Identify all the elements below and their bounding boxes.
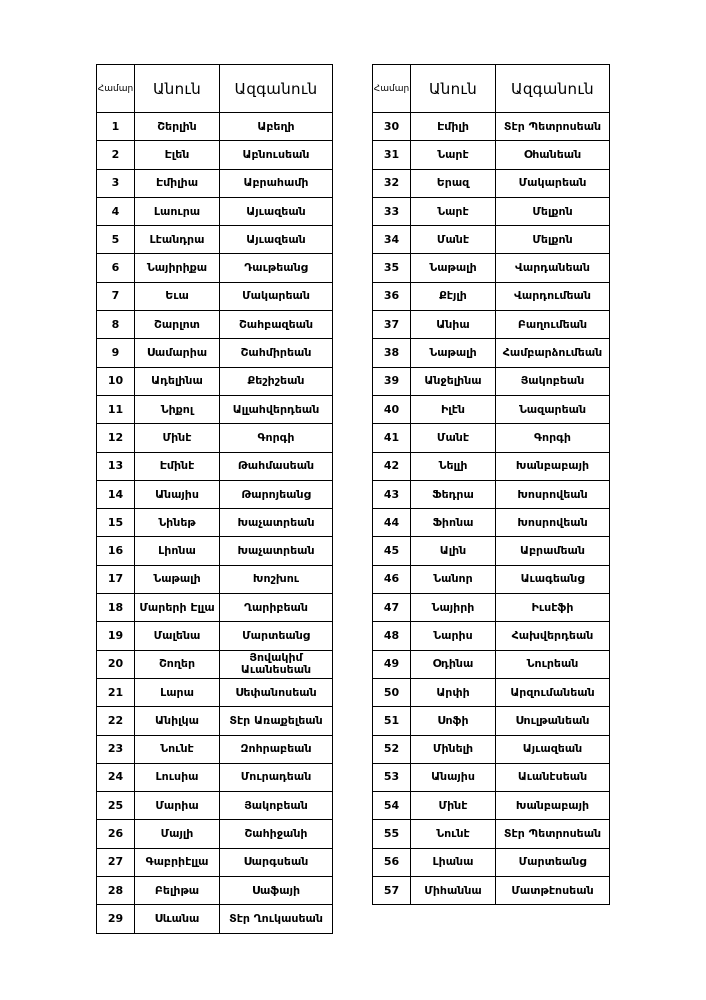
first-name-cell: Լիոնա <box>135 537 220 565</box>
roster-table-right <box>372 64 610 905</box>
first-name-cell: Անիա <box>411 311 496 339</box>
surname-cell: Մակարեան <box>496 169 610 197</box>
first-name-cell: Սոֆի <box>411 707 496 735</box>
row-number: 15 <box>97 509 135 537</box>
row-number: 44 <box>373 509 411 537</box>
table-row <box>373 509 610 537</box>
row-number: 21 <box>97 678 135 706</box>
table-row <box>373 594 610 622</box>
table-row <box>373 169 610 197</box>
row-number: 4 <box>97 197 135 225</box>
table-row <box>373 877 610 905</box>
table-row <box>97 509 333 537</box>
table-row <box>97 339 333 367</box>
surname-cell: Սուլթանեան <box>496 707 610 735</box>
first-name-cell: Անայիս <box>411 763 496 791</box>
table-row <box>97 848 333 876</box>
first-name-cell: Նիքոլ <box>135 395 220 423</box>
table-row <box>97 594 333 622</box>
surname-cell: Այւազեան <box>220 197 333 225</box>
surname-cell: Խաչատրեան <box>220 509 333 537</box>
first-name-cell: Նունէ <box>135 735 220 763</box>
table-row <box>373 141 610 169</box>
row-number: 5 <box>97 226 135 254</box>
row-number: 26 <box>97 820 135 848</box>
surname-cell: Աբրահամի <box>220 169 333 197</box>
row-number: 46 <box>373 565 411 593</box>
surname-cell: Մելքոն <box>496 197 610 225</box>
table-row <box>373 311 610 339</box>
row-number: 51 <box>373 707 411 735</box>
row-number: 52 <box>373 735 411 763</box>
first-name-cell: Նայիրիքա <box>135 254 220 282</box>
row-number: 34 <box>373 226 411 254</box>
surname-cell: Նուրեան <box>496 650 610 678</box>
surname-cell: Աբեղի <box>220 113 333 141</box>
surname-cell: Ալլահվերդեան <box>220 395 333 423</box>
surname-cell: Մուրադեան <box>220 763 333 791</box>
row-number: 19 <box>97 622 135 650</box>
table-row <box>97 792 333 820</box>
first-name-cell: Երազ <box>411 169 496 197</box>
table-row <box>97 141 333 169</box>
row-number: 32 <box>373 169 411 197</box>
name-header: Անուն <box>411 65 496 113</box>
first-name-cell: Սամարիա <box>135 339 220 367</box>
table-row <box>373 678 610 706</box>
surname-cell: Թարոյեանց <box>220 480 333 508</box>
table-row <box>373 622 610 650</box>
table-row <box>97 763 333 791</box>
row-number: 10 <box>97 367 135 395</box>
surname-cell: Մարտեանց <box>220 622 333 650</box>
table-row <box>97 565 333 593</box>
row-number: 31 <box>373 141 411 169</box>
first-name-cell: Էմինէ <box>135 452 220 480</box>
row-number: 11 <box>97 395 135 423</box>
row-number: 20 <box>97 650 135 678</box>
surname-cell: Այւազեան <box>220 226 333 254</box>
surname-cell: Խոշխու <box>220 565 333 593</box>
row-number: 28 <box>97 877 135 905</box>
surname-cell: Ղարիբեան <box>220 594 333 622</box>
header-row <box>373 65 610 113</box>
table-row <box>373 763 610 791</box>
first-name-cell: Ֆիոնա <box>411 509 496 537</box>
table-row <box>373 113 610 141</box>
table-row <box>373 282 610 310</box>
table-row <box>373 820 610 848</box>
surname-cell: Սաֆայի <box>220 877 333 905</box>
first-name-cell: Լուսիա <box>135 763 220 791</box>
first-name-cell: Մինէ <box>411 792 496 820</box>
roster-table-left <box>96 64 333 934</box>
first-name-cell: Անիլկա <box>135 707 220 735</box>
surname-cell: Տէր Ղուկասեան <box>220 905 333 933</box>
table-row <box>373 735 610 763</box>
surname-cell: Յակոբեան <box>496 367 610 395</box>
first-name-cell: Նունէ <box>411 820 496 848</box>
surname-cell: Խոսրովեան <box>496 509 610 537</box>
table-row <box>97 735 333 763</box>
row-number: 14 <box>97 480 135 508</box>
surname-cell: Աւագեանց <box>496 565 610 593</box>
row-number: 56 <box>373 848 411 876</box>
first-name-cell: Լաուրա <box>135 197 220 225</box>
row-number: 40 <box>373 395 411 423</box>
first-name-cell: Նանոր <box>411 565 496 593</box>
row-number: 12 <box>97 424 135 452</box>
surname-cell: Շահիջանի <box>220 820 333 848</box>
table-row <box>97 254 333 282</box>
surname-cell: Սեփանոսեան <box>220 678 333 706</box>
row-number: 57 <box>373 877 411 905</box>
first-name-cell: Եւա <box>135 282 220 310</box>
row-number: 50 <box>373 678 411 706</box>
table-row <box>373 395 610 423</box>
surname-cell: Իւսէֆի <box>496 594 610 622</box>
first-name-cell: Լիանա <box>411 848 496 876</box>
table-row <box>97 226 333 254</box>
row-number: 45 <box>373 537 411 565</box>
first-name-cell: Նաթալի <box>135 565 220 593</box>
row-number: 33 <box>373 197 411 225</box>
first-name-cell: Շարլոտ <box>135 311 220 339</box>
table-row <box>97 877 333 905</box>
row-number: 22 <box>97 707 135 735</box>
table-row <box>373 339 610 367</box>
row-number: 48 <box>373 622 411 650</box>
number-header: Համար <box>97 65 135 113</box>
first-name-cell: Մինէ <box>135 424 220 452</box>
surname-header: Ազգանուն <box>496 65 610 113</box>
table-row <box>373 424 610 452</box>
surname-cell: Օհանեան <box>496 141 610 169</box>
surname-cell: Վարդումեան <box>496 282 610 310</box>
first-name-cell: Մայլի <box>135 820 220 848</box>
first-name-cell: Անայիս <box>135 480 220 508</box>
row-number: 42 <box>373 452 411 480</box>
surname-cell: Սարգսեան <box>220 848 333 876</box>
first-name-cell: Միհաննա <box>411 877 496 905</box>
first-name-cell: Գաբրիէլլա <box>135 848 220 876</box>
roster-body-right <box>373 113 610 905</box>
table-row <box>97 480 333 508</box>
first-name-cell: Նարէ <box>411 197 496 225</box>
row-number: 29 <box>97 905 135 933</box>
table-row <box>97 311 333 339</box>
first-name-cell: Արփի <box>411 678 496 706</box>
surname-cell: Շահմիրեան <box>220 339 333 367</box>
table-row <box>373 480 610 508</box>
surname-cell: Այւազեան <box>496 735 610 763</box>
first-name-cell: Նինեթ <box>135 509 220 537</box>
row-number: 39 <box>373 367 411 395</box>
surname-cell: Գորգի <box>496 424 610 452</box>
table-row <box>97 678 333 706</box>
first-name-cell: Ալին <box>411 537 496 565</box>
surname-cell: Խոսրովեան <box>496 480 610 508</box>
surname-cell: Համբարձումեան <box>496 339 610 367</box>
row-number: 8 <box>97 311 135 339</box>
first-name-cell: Նաթալի <box>411 254 496 282</box>
table-row <box>373 848 610 876</box>
first-name-cell: Մանէ <box>411 424 496 452</box>
first-name-cell: Իլէն <box>411 395 496 423</box>
first-name-cell: Մարիա <box>135 792 220 820</box>
surname-cell: Քեշիշեան <box>220 367 333 395</box>
surname-cell: Աբրամեան <box>496 537 610 565</box>
first-name-cell: Մինելի <box>411 735 496 763</box>
table-row <box>373 707 610 735</box>
surname-cell: Աբնուսեան <box>220 141 333 169</box>
first-name-cell: Շերլին <box>135 113 220 141</box>
first-name-cell: Նելլի <box>411 452 496 480</box>
row-number: 2 <box>97 141 135 169</box>
first-name-cell: Օդինա <box>411 650 496 678</box>
row-number: 35 <box>373 254 411 282</box>
first-name-cell: Ֆեդրա <box>411 480 496 508</box>
row-number: 27 <box>97 848 135 876</box>
table-row <box>97 367 333 395</box>
first-name-cell: Մալենա <box>135 622 220 650</box>
surname-cell: Աւանէսեան <box>496 763 610 791</box>
table-row <box>373 537 610 565</box>
table-row <box>97 707 333 735</box>
table-row <box>97 537 333 565</box>
row-number: 3 <box>97 169 135 197</box>
first-name-cell: Անջելինա <box>411 367 496 395</box>
first-name-cell: Նարէ <box>411 141 496 169</box>
row-number: 17 <box>97 565 135 593</box>
first-name-cell: Մարերի Էլլա <box>135 594 220 622</box>
table-row <box>373 226 610 254</box>
surname-cell: Տէր Պետրոսեան <box>496 113 610 141</box>
table-row <box>97 650 333 678</box>
row-number: 54 <box>373 792 411 820</box>
surname-cell: Գորգի <box>220 424 333 452</box>
row-number: 36 <box>373 282 411 310</box>
table-row <box>97 622 333 650</box>
row-number: 16 <box>97 537 135 565</box>
surname-cell: Մակարեան <box>220 282 333 310</box>
surname-cell: Յակոբեան <box>220 792 333 820</box>
first-name-cell: Բելիթա <box>135 877 220 905</box>
row-number: 37 <box>373 311 411 339</box>
first-name-cell: Ադելինա <box>135 367 220 395</box>
surname-cell: Տէր Առաքելեան <box>220 707 333 735</box>
table-row <box>97 113 333 141</box>
table-row <box>97 452 333 480</box>
roster-body-left <box>97 113 333 934</box>
first-name-cell: Քէյլի <box>411 282 496 310</box>
number-header: Համար <box>373 65 411 113</box>
table-row <box>373 650 610 678</box>
first-name-cell: Սևանա <box>135 905 220 933</box>
row-number: 53 <box>373 763 411 791</box>
header-row <box>97 65 333 113</box>
first-name-cell: Էլեն <box>135 141 220 169</box>
surname-cell: Վարդանեան <box>496 254 610 282</box>
surname-cell: Շահբազեան <box>220 311 333 339</box>
table-row <box>97 197 333 225</box>
surname-header: Ազգանուն <box>220 65 333 113</box>
first-name-cell: Լէանդրա <box>135 226 220 254</box>
first-name-cell: Էմիլի <box>411 113 496 141</box>
surname-cell: Խաչատրեան <box>220 537 333 565</box>
row-number: 55 <box>373 820 411 848</box>
table-row <box>373 452 610 480</box>
table-row <box>373 367 610 395</box>
table-row <box>97 395 333 423</box>
first-name-cell: Նարիս <box>411 622 496 650</box>
table-row <box>97 169 333 197</box>
row-number: 18 <box>97 594 135 622</box>
name-header: Անուն <box>135 65 220 113</box>
first-name-cell: Լարա <box>135 678 220 706</box>
table-row <box>97 905 333 933</box>
surname-cell: Մատթէոսեան <box>496 877 610 905</box>
row-number: 38 <box>373 339 411 367</box>
surname-cell: Դաւթեանց <box>220 254 333 282</box>
first-name-cell: Մանէ <box>411 226 496 254</box>
table-row <box>373 197 610 225</box>
surname-cell: Թահմասեան <box>220 452 333 480</box>
row-number: 6 <box>97 254 135 282</box>
surname-cell: Մելքոն <box>496 226 610 254</box>
table-row <box>97 820 333 848</box>
surname-cell: Տէր Պետրոսեան <box>496 820 610 848</box>
row-number: 1 <box>97 113 135 141</box>
first-name-cell: Շողեր <box>135 650 220 678</box>
row-number: 13 <box>97 452 135 480</box>
surname-cell: Խանբաբայի <box>496 792 610 820</box>
surname-cell: Մարտեանց <box>496 848 610 876</box>
row-number: 43 <box>373 480 411 508</box>
table-row <box>97 424 333 452</box>
row-number: 25 <box>97 792 135 820</box>
row-number: 49 <box>373 650 411 678</box>
surname-cell: Նազարեան <box>496 395 610 423</box>
table-row <box>373 565 610 593</box>
surname-cell: Խանբաբայի <box>496 452 610 480</box>
surname-cell: Հախվերդեան <box>496 622 610 650</box>
table-row <box>97 282 333 310</box>
table-row <box>373 792 610 820</box>
row-number: 7 <box>97 282 135 310</box>
row-number: 24 <box>97 763 135 791</box>
surname-cell: Զոհրաբեան <box>220 735 333 763</box>
first-name-cell: Էմիլիա <box>135 169 220 197</box>
first-name-cell: Նաթալի <box>411 339 496 367</box>
row-number: 30 <box>373 113 411 141</box>
surname-cell: Յովակիմ Աւանեսեան <box>220 650 333 678</box>
row-number: 41 <box>373 424 411 452</box>
table-row <box>373 254 610 282</box>
row-number: 9 <box>97 339 135 367</box>
row-number: 23 <box>97 735 135 763</box>
surname-cell: Բաղումեան <box>496 311 610 339</box>
first-name-cell: Նայիրի <box>411 594 496 622</box>
surname-cell: Արզումանեան <box>496 678 610 706</box>
row-number: 47 <box>373 594 411 622</box>
